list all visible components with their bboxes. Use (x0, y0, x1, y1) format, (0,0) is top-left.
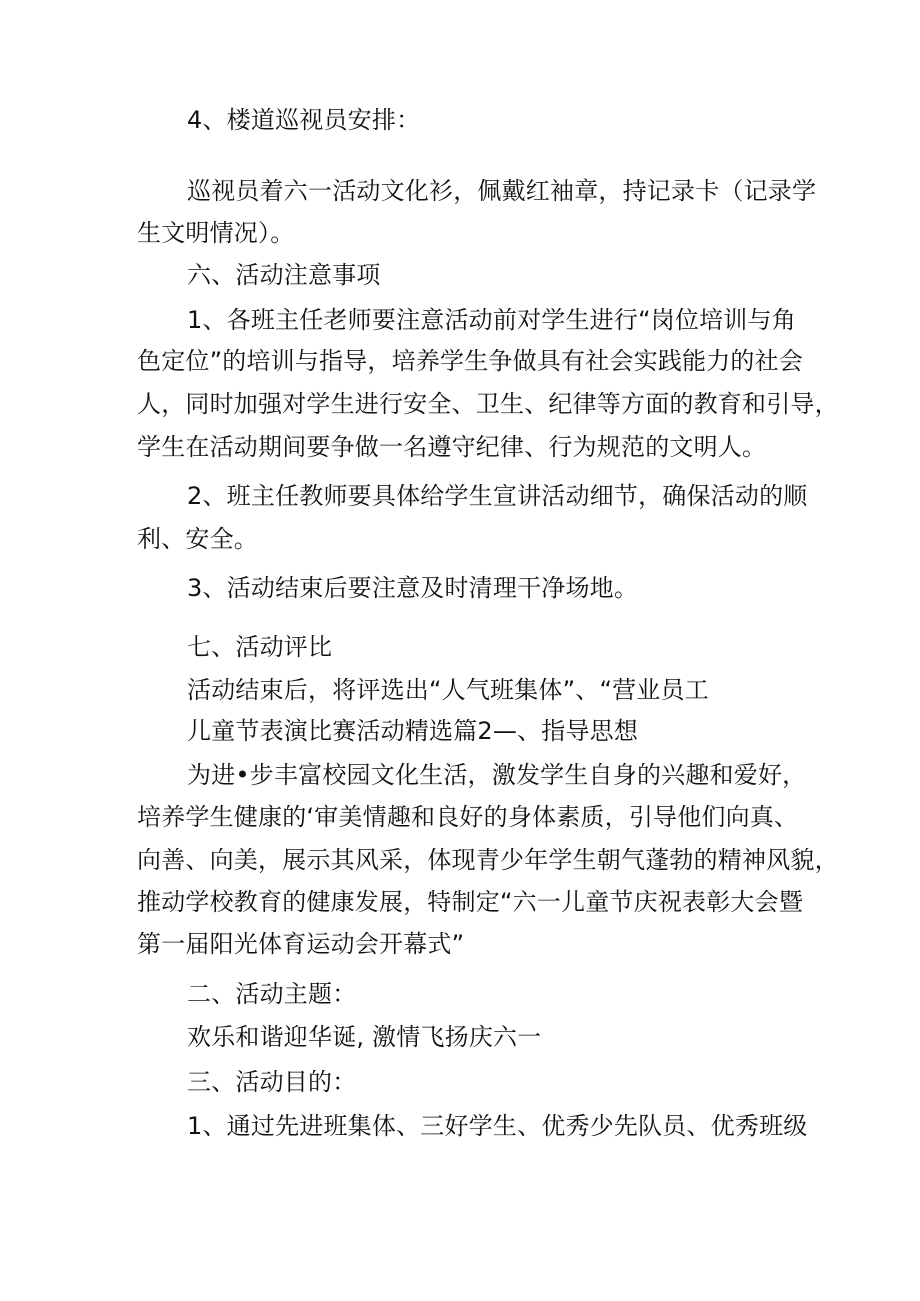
paragraph-line: 推动学校教育的健康发展，特制定“六一儿童节庆祝表彰大会暨 (137, 888, 804, 916)
paragraph-line: 培养学生健康的‘审美情趣和良好的身体素质，引导他们向真、 (137, 803, 799, 831)
subheading-hallway-patrol: 4、楼道巡视员安排： (187, 106, 421, 134)
paragraph-line: 向善、向美，展示其风采，体现青少年学生朝气蓬勃的精神风貌， (137, 846, 839, 874)
section-heading-notes: 六、活动注意事项 (187, 261, 381, 289)
paragraph-line: 1、通过先进班集体、三好学生、优秀少先队员、优秀班级 (187, 1112, 808, 1140)
paragraph-line: 3、活动结束后要注意及时清理干净场地。 (187, 574, 639, 602)
paragraph-line: 利、安全。 (137, 525, 258, 553)
article-title-line: 儿童节表演比赛活动精选篇2—、指导思想 (187, 717, 639, 745)
paragraph-line: 人，同时加强对学生进行安全、卫生、纪律等方面的教育和引导， (137, 390, 839, 418)
paragraph-line: 学生在活动期间要争做一名遵守纪律、行为规范的文明人。 (137, 433, 767, 461)
section-heading-evaluation: 七、活动评比 (187, 633, 333, 661)
paragraph-line: 第一届阳光体育运动会开幕式” (137, 930, 465, 958)
paragraph-line: 欢乐和谐迎华诞, 激情飞扬庆六一 (187, 1023, 542, 1051)
paragraph-line: 1、各班主任老师要注意活动前对学生进行“岗位培训与角 (187, 306, 796, 334)
paragraph-line: 为进•步丰富校园文化生活，激发学生自身的兴趣和爱好， (187, 761, 807, 789)
paragraph-line: 2、班主任教师要具体给学生宣讲活动细节，确保活动的顺 (187, 482, 808, 510)
paragraph-line: 色定位”的培训与指导，培养学生争做具有社会实践能力的社会 (137, 347, 804, 375)
section-heading-theme: 二、活动主题： (187, 980, 357, 1008)
section-heading-purpose: 三、活动目的： (187, 1068, 357, 1096)
paragraph-line: 活动结束后，将评选出“人气班集体”、“营业员工 (187, 676, 709, 704)
paragraph-line: 生文明情况）。 (137, 219, 295, 247)
paragraph-line: 巡视员着六一活动文化衫，佩戴红袖章，持记录卡（记录学 (187, 177, 817, 205)
